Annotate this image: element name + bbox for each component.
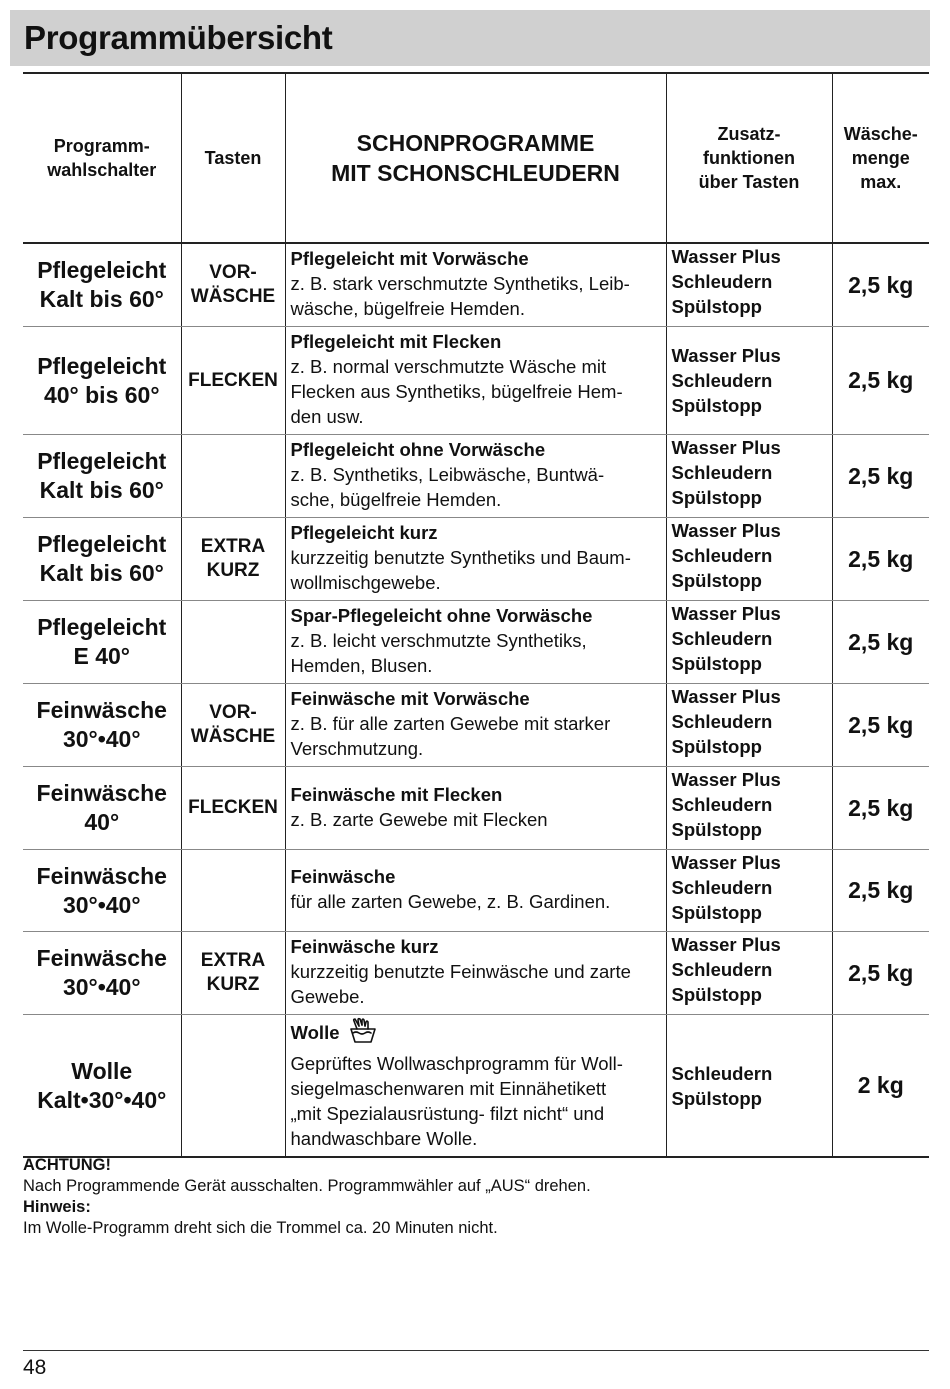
table-row — [23, 327, 929, 435]
program-switch-cell — [23, 327, 181, 435]
program-switch-label: Kalt•30°•40° — [37, 1086, 167, 1113]
program-description-line: den usw. — [290, 406, 364, 427]
warning-text: Nach Programmende Gerät ausschalten. Programmwähler auf „AUS“ drehen. — [23, 1177, 591, 1195]
program-description-cell — [285, 1015, 666, 1158]
max-load-cell: 2,5 kg — [832, 684, 929, 767]
program-title-line — [291, 246, 662, 271]
program-switch-label: 40° — [84, 809, 120, 835]
table-row — [23, 932, 929, 1015]
program-key-cell — [181, 850, 285, 932]
max-load-cell: 2,5 kg — [832, 327, 929, 435]
notes — [23, 1155, 923, 1239]
program-key-label: KURZ — [206, 974, 260, 995]
header-extras — [666, 73, 832, 243]
header-load — [832, 73, 929, 243]
program-description-line: für alle zarten Gewebe, z. B. Gardinen. — [290, 891, 611, 912]
additional-function-label: Spülstopp — [671, 570, 762, 591]
additional-functions-cell — [666, 932, 832, 1015]
additional-function-label: Wasser Plus — [671, 603, 781, 624]
header-programs — [285, 73, 666, 243]
program-title-line — [291, 782, 662, 807]
program-description-line: handwaschbare Wolle. — [290, 1128, 478, 1149]
additional-function-label: Schleudern — [671, 271, 773, 292]
additional-function-label: Spülstopp — [671, 296, 762, 317]
additional-functions-cell — [666, 767, 832, 850]
program-description-cell — [285, 518, 666, 601]
program-key-label: FLECKEN — [188, 797, 278, 818]
program-title: Feinwäsche kurz — [290, 936, 439, 957]
header-extras-line: über Tasten — [698, 172, 800, 192]
additional-functions-cell — [666, 850, 832, 932]
header-extras-line: funktionen — [703, 148, 795, 168]
program-description-line: z. B. stark verschmutzte Synthetiks, Leib- — [290, 273, 630, 294]
additional-function-label: Wasser Plus — [671, 520, 781, 541]
hint-text: Im Wolle-Programm dreht sich die Trommel ca. 20 Minuten nicht. — [23, 1219, 498, 1237]
program-description-cell — [285, 684, 666, 767]
program-key-label: WÄSCHE — [190, 726, 276, 747]
program-title: Pflegeleicht mit Flecken — [290, 331, 502, 352]
program-description-line: sche, bügelfreie Hemden. — [290, 489, 502, 510]
hand-wash-icon — [348, 1017, 378, 1051]
footer-divider — [23, 1350, 929, 1351]
program-key-label: VOR- — [209, 702, 257, 723]
program-switch-label: Feinwäsche — [36, 780, 167, 806]
max-load-cell: 2,5 kg — [832, 601, 929, 684]
program-switch-label: Pflegeleicht — [37, 531, 167, 557]
table-row — [23, 518, 929, 601]
max-load-cell: 2,5 kg — [832, 932, 929, 1015]
program-title: Feinwäsche mit Flecken — [290, 783, 503, 805]
program-switch-label: Pflegeleicht — [37, 257, 167, 283]
program-switch-label: Feinwäsche — [36, 862, 167, 889]
program-description-line: kurzzeitig benutzte Synthetiks und Baum- — [290, 547, 631, 568]
program-switch-label: 30°•40° — [62, 891, 141, 918]
additional-function-label: Schleudern — [671, 462, 773, 483]
additional-functions-cell — [666, 684, 832, 767]
additional-functions-cell — [666, 327, 832, 435]
additional-function-label: Spülstopp — [671, 395, 762, 416]
header-programs-line: MIT SCHONSCHLEUDERN — [331, 160, 620, 186]
additional-functions-cell — [666, 601, 832, 684]
additional-function-label: Schleudern — [671, 370, 773, 391]
program-key-cell — [181, 243, 285, 327]
program-description-line: siegelmaschenwaren mit Einnähetikett — [290, 1078, 607, 1099]
header-load-line: max. — [860, 172, 902, 192]
program-switch-cell — [23, 684, 181, 767]
program-title-line — [291, 329, 662, 354]
hint-label: Hinweis: — [23, 1198, 91, 1216]
program-description-line: wollmischgewebe. — [290, 572, 441, 593]
additional-function-label: Schleudern — [671, 1062, 773, 1084]
header-extras-line: Zusatz- — [717, 124, 781, 144]
header-load-line: Wäsche- — [843, 124, 918, 144]
page-title: Programmübersicht — [24, 19, 333, 56]
program-switch-label: Feinwäsche — [36, 697, 167, 723]
program-description-cell — [285, 601, 666, 684]
program-title-line — [291, 1017, 662, 1051]
program-description-line: Verschmutzung. — [290, 738, 424, 759]
program-description-cell — [285, 435, 666, 518]
additional-function-label: Wasser Plus — [671, 769, 781, 790]
program-title-line — [291, 934, 662, 959]
program-key-cell — [181, 327, 285, 435]
program-description-line: z. B. leicht verschmutzte Synthetiks, — [290, 630, 587, 651]
additional-function-label: Schleudern — [671, 628, 773, 649]
program-switch-cell — [23, 850, 181, 932]
table-row — [23, 767, 929, 850]
additional-functions-cell — [666, 518, 832, 601]
program-key-cell — [181, 435, 285, 518]
program-switch-label: Pflegeleicht — [37, 614, 167, 640]
table-row — [23, 601, 929, 684]
program-switch-label: Wolle — [71, 1057, 133, 1084]
program-title-line — [291, 686, 662, 711]
program-title-line — [291, 437, 662, 462]
additional-function-label: Wasser Plus — [671, 934, 781, 955]
additional-function-label: Wasser Plus — [671, 345, 781, 366]
program-switch-label: 30°•40° — [62, 974, 141, 1000]
additional-function-label: Schleudern — [671, 545, 773, 566]
program-description-line: wäsche, bügelfreie Hemden. — [290, 298, 525, 319]
warning-label: ACHTUNG! — [23, 1156, 111, 1174]
page-number: 48 — [23, 1356, 47, 1379]
table-row — [23, 850, 929, 932]
program-key-label: KURZ — [206, 560, 260, 581]
additional-function-label: Spülstopp — [671, 653, 762, 674]
program-switch-label: Kalt bis 60° — [39, 560, 164, 586]
table-header-row — [23, 73, 929, 243]
program-description-line: Gewebe. — [290, 986, 365, 1007]
header-switch-line: wahlschalter — [47, 160, 157, 180]
program-description-line: kurzzeitig benutzte Feinwäsche und zarte — [290, 961, 631, 982]
additional-functions-cell — [666, 243, 832, 327]
additional-function-label: Spülstopp — [671, 1087, 762, 1109]
additional-function-label: Spülstopp — [671, 902, 762, 923]
program-switch-label: 40° bis 60° — [43, 381, 160, 408]
program-key-cell — [181, 767, 285, 850]
max-load-cell: 2,5 kg — [832, 767, 929, 850]
program-description-line: Geprüftes Wollwaschprogramm für Woll- — [290, 1053, 623, 1074]
table-row — [23, 435, 929, 518]
max-load-cell: 2,5 kg — [832, 518, 929, 601]
title-bar — [10, 10, 930, 66]
program-title: Feinwäsche — [290, 866, 396, 887]
program-description-cell — [285, 327, 666, 435]
program-title-line — [291, 864, 662, 889]
program-key-cell — [181, 932, 285, 1015]
program-table — [23, 72, 929, 1158]
additional-function-label: Wasser Plus — [671, 246, 781, 267]
header-load-line: menge — [851, 148, 910, 168]
additional-function-label: Schleudern — [671, 877, 773, 898]
additional-function-label: Spülstopp — [671, 819, 762, 840]
additional-functions-cell — [666, 1015, 832, 1158]
program-title: Spar-Pflegeleicht ohne Vorwäsche — [290, 605, 593, 626]
program-description-cell — [285, 767, 666, 850]
program-switch-label: Pflegeleicht — [37, 448, 167, 474]
additional-function-label: Wasser Plus — [671, 852, 781, 873]
program-switch-cell — [23, 767, 181, 850]
additional-function-label: Spülstopp — [671, 487, 762, 508]
program-switch-label: E 40° — [73, 643, 130, 669]
program-title: Feinwäsche mit Vorwäsche — [290, 688, 530, 709]
program-switch-label: Feinwäsche — [36, 945, 167, 971]
program-description-line: z. B. für alle zarten Gewebe mit starker — [290, 713, 611, 734]
program-description-cell — [285, 932, 666, 1015]
program-switch-label: 30°•40° — [62, 726, 141, 752]
max-load-cell: 2,5 kg — [832, 435, 929, 518]
header-switch — [23, 73, 181, 243]
program-description-line: z. B. normal verschmutzte Wäsche mit — [290, 356, 607, 377]
program-switch-label: Kalt bis 60° — [39, 477, 164, 503]
program-title: Wolle — [290, 1022, 340, 1043]
header-keys: Tasten — [181, 73, 285, 243]
program-description-cell — [285, 850, 666, 932]
program-description-line: Flecken aus Synthetiks, bügelfreie Hem- — [290, 381, 623, 402]
program-title: Pflegeleicht kurz — [290, 522, 438, 543]
program-key-cell — [181, 518, 285, 601]
additional-function-label: Schleudern — [671, 794, 773, 815]
additional-function-label: Spülstopp — [671, 984, 762, 1005]
program-switch-label: Kalt bis 60° — [39, 286, 164, 312]
program-switch-cell — [23, 932, 181, 1015]
program-title-line — [291, 520, 662, 545]
program-title: Pflegeleicht mit Vorwäsche — [290, 248, 529, 269]
program-key-label: VOR- — [209, 262, 257, 283]
program-key-label: WÄSCHE — [190, 286, 276, 307]
program-switch-cell — [23, 243, 181, 327]
program-title: Pflegeleicht ohne Vorwäsche — [290, 439, 546, 460]
additional-function-label: Schleudern — [671, 711, 773, 732]
program-title-line — [291, 603, 662, 628]
program-key-label: EXTRA — [200, 536, 266, 557]
program-switch-cell — [23, 518, 181, 601]
program-description-line: Hemden, Blusen. — [290, 655, 433, 676]
header-switch-line: Programm- — [53, 136, 150, 156]
max-load-cell: 2,5 kg — [832, 243, 929, 327]
program-switch-cell — [23, 435, 181, 518]
program-description-cell — [285, 243, 666, 327]
program-key-label: EXTRA — [200, 950, 266, 971]
additional-function-label: Wasser Plus — [671, 437, 781, 458]
program-rows — [23, 243, 929, 1157]
program-key-cell — [181, 1015, 285, 1158]
program-switch-cell — [23, 1015, 181, 1158]
program-key-cell — [181, 684, 285, 767]
table-row — [23, 1015, 929, 1158]
table-row — [23, 684, 929, 767]
program-switch-label: Pflegeleicht — [37, 352, 167, 379]
program-description-line: z. B. zarte Gewebe mit Flecken — [290, 808, 548, 830]
header-programs-line: SCHONPROGRAMME — [356, 130, 595, 156]
program-description-line: z. B. Synthetiks, Leibwäsche, Buntwä- — [290, 464, 605, 485]
additional-function-label: Wasser Plus — [671, 686, 781, 707]
program-description-line: „mit Spezialausrüstung- filzt nicht“ und — [290, 1103, 605, 1124]
program-key-cell — [181, 601, 285, 684]
program-key-label: FLECKEN — [188, 369, 278, 391]
max-load-cell: 2,5 kg — [832, 850, 929, 932]
additional-function-label: Spülstopp — [671, 736, 762, 757]
additional-functions-cell — [666, 435, 832, 518]
max-load-cell: 2 kg — [832, 1015, 929, 1158]
table-row — [23, 243, 929, 327]
additional-function-label: Schleudern — [671, 959, 773, 980]
program-switch-cell — [23, 601, 181, 684]
